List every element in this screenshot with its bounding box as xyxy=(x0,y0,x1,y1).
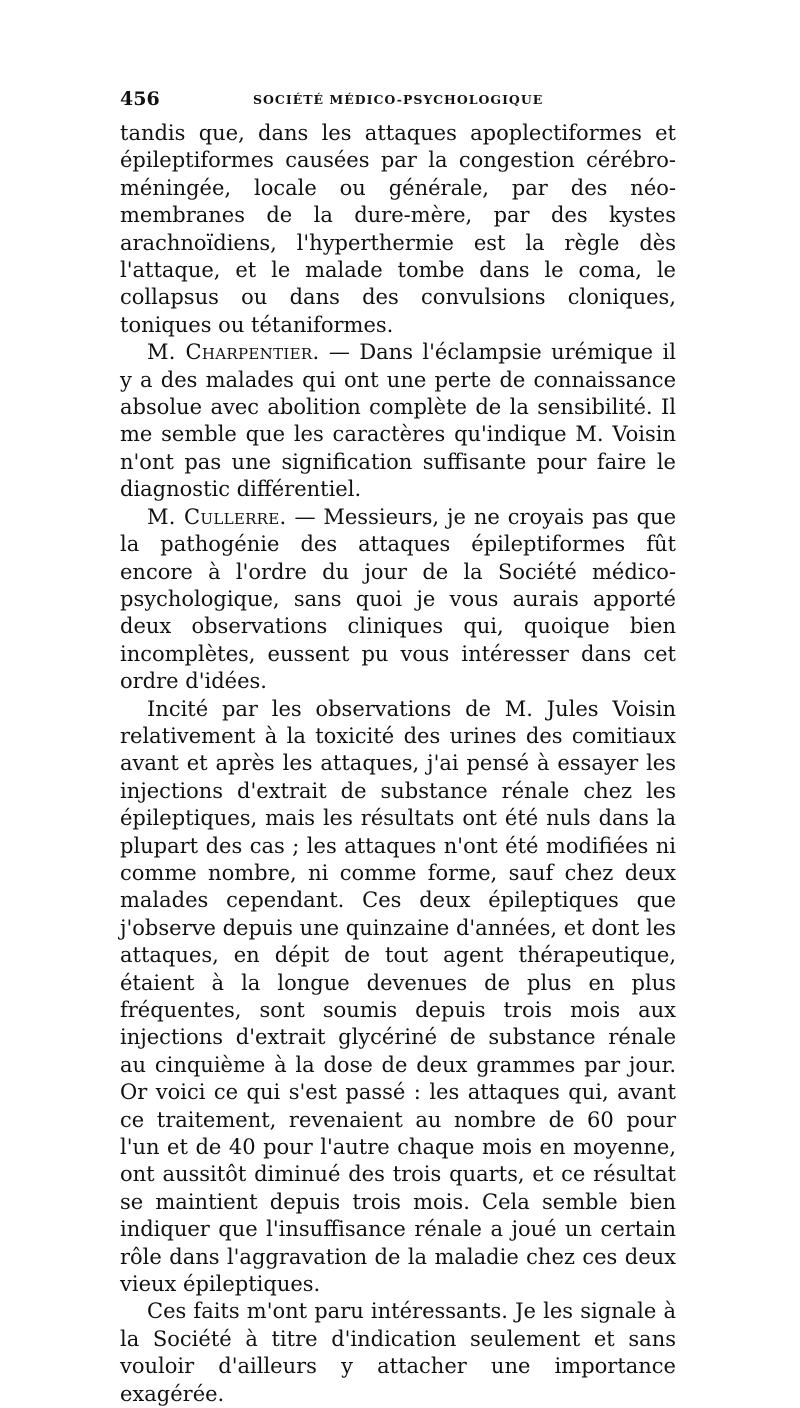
paragraph-text: — Messieurs, je ne croyais pas que la pathogénie des attaques épileptiformes fût encore à l'ordre du jour de la Société médico-psychologique, sans quoi je vous aurais apporté deux observations cliniques qui, quoique bien incomplètes, eussent pu vous intéresser dans cet ordre d'idées. xyxy=(120,504,677,694)
paragraph-observations xyxy=(120,696,676,1299)
speaker-name: M. Cullerre. xyxy=(147,504,287,529)
paragraph-charpentier xyxy=(120,339,676,503)
paragraph-continuation xyxy=(120,120,676,339)
paragraph-cullerre xyxy=(120,504,676,696)
paragraph-text: — Dans l'éclampsie urémique il y a des malades qui ont une perte de connaissance absolue avec abolition complète de la sensibilité. Il me semble que les caractères qu'indique M. Voisin n'ont pas une signification suffisante pour faire le diagnostic différentiel. xyxy=(120,340,676,502)
speaker-name: M. Charpentier. xyxy=(147,340,320,365)
paragraph-text: tandis que, dans les attaques apoplectiformes et épileptiformes causées par la congestion cérébro-méningée, locale ou générale, par des néo-membranes de la dure-mère, par des kystes arachnoïdiens, l'hyperthermie est la règle dès l'attaque, et le malade tombe dans le coma, le collapsus ou dans des convulsions cloniques, toniques ou tétaniformes. xyxy=(120,121,676,337)
book-page xyxy=(120,88,676,1408)
paragraph-conclusion xyxy=(120,1298,676,1408)
body-text xyxy=(120,120,676,1408)
paragraph-text: Ces faits m'ont paru intéressants. Je les signale à la Société à titre d'indication seulement et sans vouloir d'ailleurs y attacher une importance exagérée. xyxy=(120,1299,676,1406)
paragraph-text: Incité par les observations de M. Jules Voisin relativement à la toxicité des urines des comitiaux avant et après les attaques, j'ai pensé à essayer les injections d'extrait de substance rénale chez les épileptiques, mais les résultats ont été nuls dans la plupart des cas ; les attaques n'ont été modifiées ni comme nombre, ni comme forme, sauf chez deux malades cependant. Ces deux épileptiques que j'observe depuis une quinzaine d'années, et dont les attaques, en dépit de tout agent thérapeutique, étaient à la longue devenues de plus en plus fréquentes, sont soumis depuis trois mois aux injections d'extrait glycériné de substance rénale au cinquième à la dose de deux grammes par jour. Or voici ce qui s'est passé : les attaques qui, avant ce traitement, revenaient au nombre de 60 pour l'un et de 40 pour l'autre chaque mois en moyenne, ont aussitôt diminué des trois quarts, et ce résultat se maintient depuis trois mois. Cela semble bien indiquer que l'insuffisance rénale a joué un certain rôle dans l'aggravation de la maladie chez ces deux vieux épileptiques. xyxy=(120,696,676,1297)
journal-title: SOCIÉTÉ MÉDICO-PSYCHOLOGIQUE xyxy=(253,92,544,107)
page-number: 456 xyxy=(120,88,160,110)
running-head xyxy=(120,88,676,118)
